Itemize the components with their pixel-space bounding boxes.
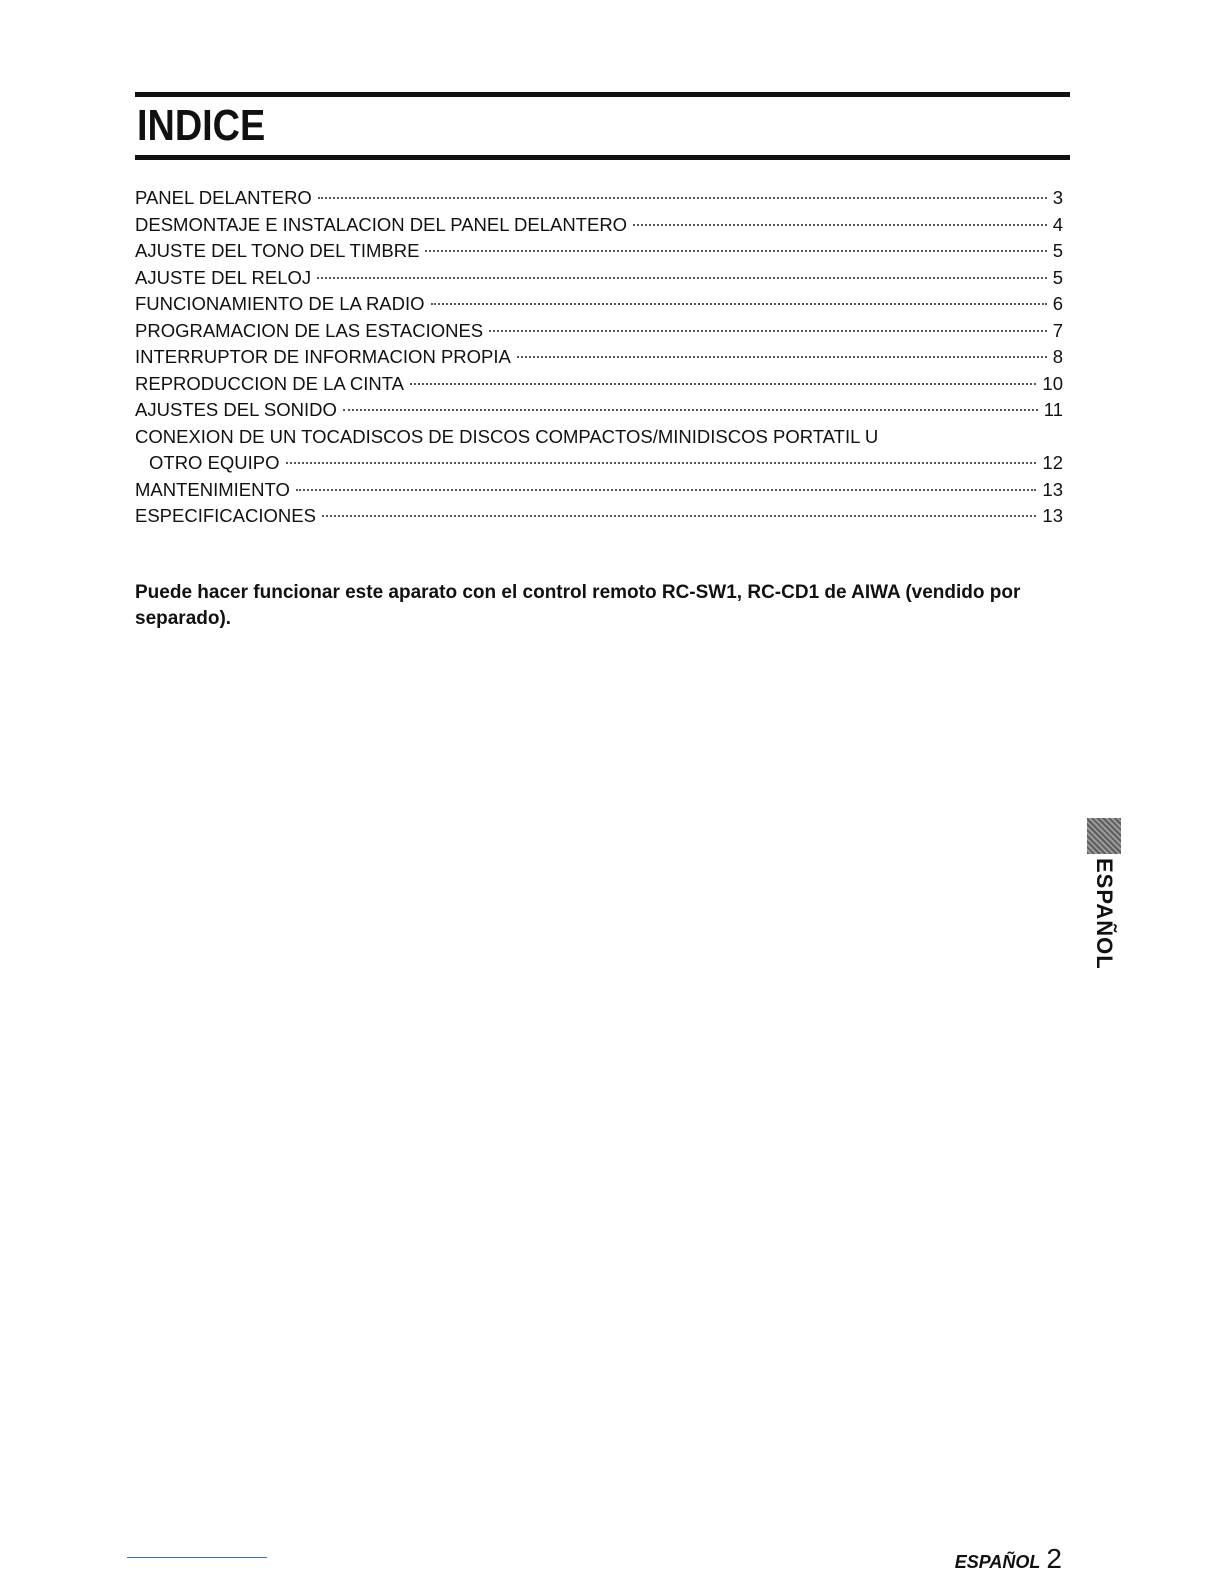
toc-entry-label: INTERRUPTOR DE INFORMACION PROPIA — [135, 346, 511, 367]
toc-leader-dots — [489, 330, 1047, 332]
remote-control-note: Puede hacer funcionar este aparato con el control remoto RC-SW1, RC-CD1 de AIWA (vendido por separado). — [135, 582, 1021, 629]
toc-leader-dots — [517, 356, 1047, 358]
toc-leader-dots — [410, 383, 1036, 385]
language-tab-marker — [1087, 818, 1121, 854]
table-of-contents — [135, 185, 1063, 530]
toc-entry-page: 8 — [1052, 346, 1063, 367]
toc-entry-label: PANEL DELANTERO — [135, 187, 312, 208]
title-top-rule — [135, 92, 1070, 97]
toc-entry-label: CONEXION DE UN TOCADISCOS DE DISCOS COMPACTOS/MINIDISCOS PORTATIL U — [135, 425, 879, 447]
toc-entry-page: 7 — [1052, 319, 1063, 341]
page-title: INDICE — [137, 101, 266, 150]
footer-language: ESPAÑOL — [954, 1552, 1041, 1572]
toc-entry[interactable] — [135, 212, 1063, 239]
toc-entry-multiline-end[interactable] — [135, 450, 1063, 477]
toc-entry-label: AJUSTE DEL TONO DEL TIMBRE — [135, 240, 420, 261]
toc-entry-page: 10 — [1042, 372, 1063, 394]
toc-entry-page: 5 — [1052, 266, 1063, 288]
toc-entry[interactable] — [135, 318, 1063, 345]
toc-leader-dots — [322, 515, 1036, 517]
toc-entry-page: 11 — [1043, 399, 1063, 420]
title-bottom-rule — [135, 155, 1070, 160]
toc-entry-label: ESPECIFICACIONES — [135, 505, 316, 526]
toc-leader-dots — [633, 224, 1047, 226]
toc-leader-dots — [286, 462, 1037, 464]
toc-entry[interactable] — [135, 503, 1063, 530]
toc-leader-dots — [318, 197, 1047, 199]
toc-leader-dots — [296, 489, 1037, 491]
toc-entry-label: FUNCIONAMIENTO DE LA RADIO — [135, 293, 425, 314]
toc-entry-label: OTRO EQUIPO — [149, 452, 280, 473]
toc-entry[interactable] — [135, 397, 1063, 424]
toc-entry-label: AJUSTE DEL RELOJ — [135, 266, 312, 288]
bottom-edge-line — [127, 1557, 267, 1558]
toc-entry-label: PROGRAMACION DE LAS ESTACIONES — [135, 319, 484, 341]
toc-entry-label: MANTENIMIENTO — [135, 478, 290, 500]
language-side-label: ESPAÑOL — [1092, 858, 1117, 970]
toc-entry[interactable] — [135, 477, 1063, 504]
toc-entry[interactable] — [135, 371, 1063, 398]
toc-leader-dots — [425, 250, 1046, 252]
toc-entry[interactable] — [135, 238, 1063, 265]
toc-entry-multiline-start[interactable] — [135, 424, 1063, 451]
toc-entry-label: AJUSTES DEL SONIDO — [135, 399, 337, 420]
toc-entry[interactable] — [135, 344, 1063, 371]
toc-entry[interactable] — [135, 265, 1063, 292]
toc-entry-page: 13 — [1042, 505, 1063, 526]
toc-entry-page: 4 — [1052, 213, 1063, 235]
toc-entry-label: REPRODUCCION DE LA CINTA — [135, 372, 404, 394]
toc-entry-page: 3 — [1052, 187, 1063, 208]
toc-leader-dots — [343, 409, 1038, 411]
toc-entry-label: DESMONTAJE E INSTALACION DEL PANEL DELANTERO — [135, 213, 628, 235]
toc-entry-page: 6 — [1052, 293, 1063, 314]
toc-entry-page: 12 — [1042, 452, 1063, 473]
page-footer — [955, 1543, 1062, 1575]
toc-leader-dots — [431, 303, 1047, 305]
footer-page-number: 2 — [1046, 1543, 1062, 1574]
toc-entry-page: 5 — [1052, 240, 1063, 261]
toc-leader-dots — [317, 277, 1047, 279]
toc-entry[interactable] — [135, 291, 1063, 318]
toc-entry[interactable] — [135, 185, 1063, 212]
toc-entry-page: 13 — [1042, 478, 1063, 500]
